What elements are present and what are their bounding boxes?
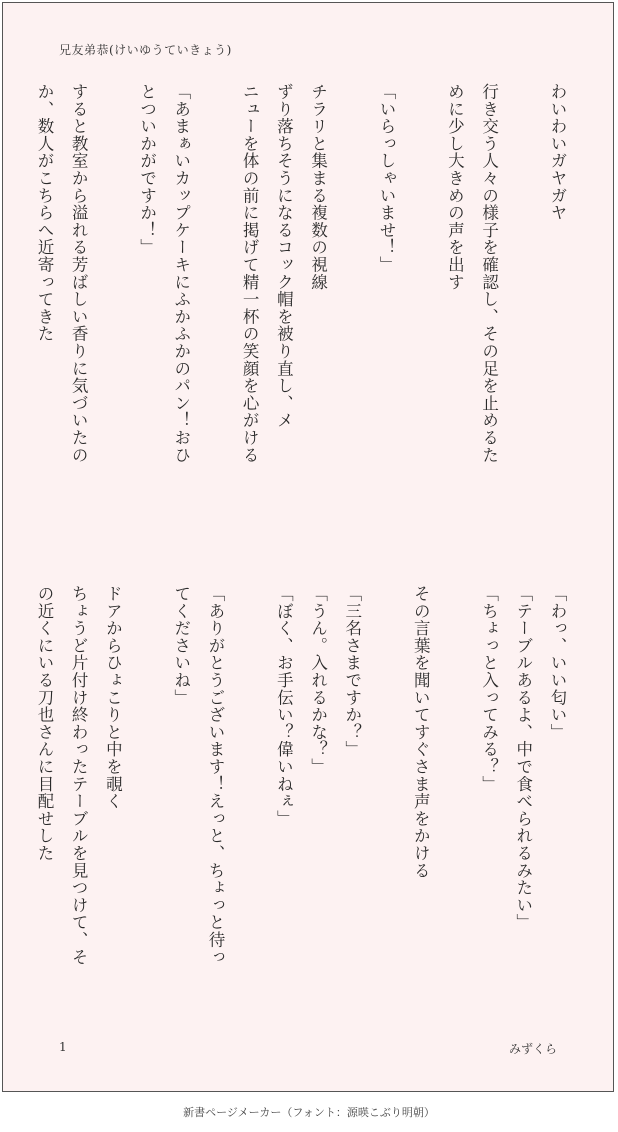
- page-title: 兄友弟恭(けいゆうていきょう): [59, 43, 232, 57]
- text-line: ニューを体の前に掲げて精一杯の笑顔を心がける: [240, 83, 260, 464]
- text-line: めに少し大きめの声を出す: [445, 83, 465, 291]
- text-line: ちょうど片付け終わったテーブルを見つけて、そ: [69, 585, 89, 966]
- text-line: [232, 585, 266, 1025]
- text-line: わいわいガヤガヤ: [548, 83, 567, 222]
- text-line: の近くにいる刀也さんに目配せした: [34, 585, 54, 862]
- text-line: すると教室から溢れる芳ばしい香りに気づいたの: [69, 83, 89, 464]
- text-line: ずり落ちそうになるコック帽を被り直し、メ: [274, 83, 294, 429]
- manuscript-page: [2, 2, 614, 1092]
- text-block-bottom: [34, 585, 574, 1025]
- text-line: [129, 585, 163, 1025]
- text-line: 「うん。入れるかな？」: [308, 585, 328, 776]
- text-line: 「いらっしゃいませ！」: [376, 83, 396, 274]
- text-line: か、数人がこちらへ近寄ってきた: [34, 83, 54, 343]
- text-line: 「ちょっと入ってみる？」: [479, 585, 499, 793]
- text-line: 「わっ、いい匂い」: [548, 585, 567, 741]
- text-line: [403, 83, 437, 523]
- text-block-top: [34, 83, 574, 523]
- text-line: 「三名さまですか？」: [342, 585, 362, 758]
- text-line: [506, 83, 540, 523]
- text-line: てくださいね」: [171, 585, 191, 707]
- text-line: チラリと集まる複数の視線: [308, 83, 328, 291]
- text-line: 「あまぁいカップケーキにふかふかのパン！おひ: [171, 83, 191, 464]
- text-line: 行き交う人々の様子を確認し、その足を止めるた: [479, 83, 499, 464]
- text-line: ドアからひょこりと中を覗く: [103, 585, 123, 810]
- text-line: [95, 83, 129, 523]
- text-line: 「テーブルあるよ、中で食べられるみたい」: [513, 585, 533, 931]
- text-line: [335, 83, 369, 523]
- text-line: [369, 585, 403, 1025]
- generator-caption: 新書ページメーカー（フォント：源暎こぶり明朝）: [183, 1106, 435, 1119]
- text-line: 「ぼく、お手伝い？偉いねぇ」: [274, 585, 294, 828]
- text-line: 「ありがとうございます！えっと、ちょっと待っ: [205, 585, 225, 966]
- text-line: その言葉を聞いてすぐさま声をかける: [411, 585, 431, 880]
- text-line: とついかがですか！」: [137, 83, 157, 256]
- author-name: みずくら: [508, 1042, 557, 1056]
- text-line: [198, 83, 232, 523]
- page-number: 1: [59, 1040, 67, 1054]
- text-line: [437, 585, 471, 1025]
